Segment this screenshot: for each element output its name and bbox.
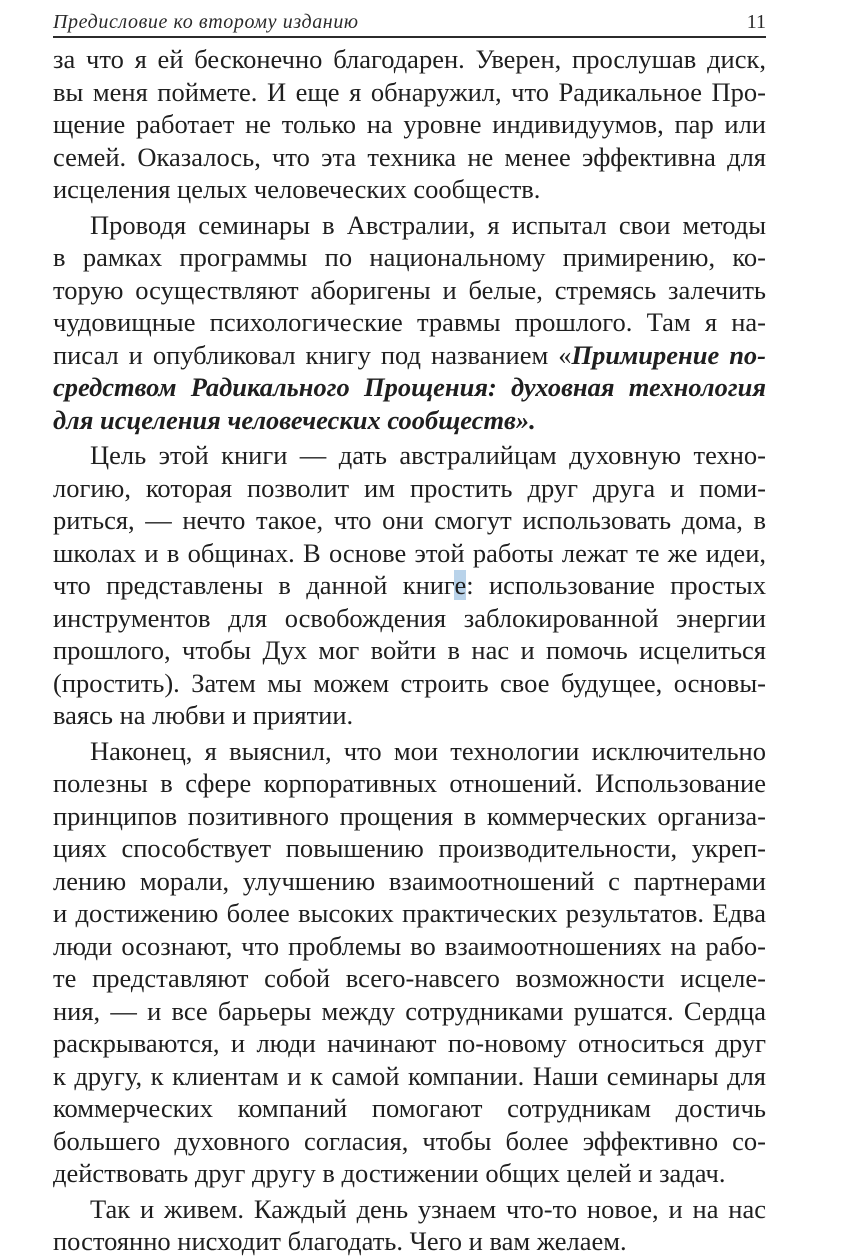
text-line: (простить). Затем мы можем строить свое будущее, основы- (53, 667, 766, 698)
text-line (53, 371, 766, 404)
text-line: исцеления целых человеческих сообществ. (53, 174, 541, 204)
text-line: риться, — нечто такое, что они смогут использовать дома, в (53, 505, 766, 535)
running-header (53, 4, 766, 34)
quote-close: ». (515, 404, 536, 435)
paragraph-3 (53, 439, 766, 732)
text-line: действовать друг другу в достижении общих целей и задач. (53, 1158, 726, 1188)
text-line: инструментов для освобождения заблокированной энергии (53, 602, 766, 633)
text-line (53, 569, 766, 602)
paragraph-2 (53, 209, 766, 437)
text-line: люди осознают, что проблемы во взаимоотношениях на рабо- (53, 930, 766, 961)
text-line: вы меня поймете. И еще я обнаружил, что Радикальное Про- (53, 76, 766, 107)
text-line: семей. Оказалось, что эта техника не менее эффективна для (53, 141, 766, 172)
text-line: коммерческих компаний помогают сотрудникам достичь (53, 1093, 766, 1123)
text-run: что представлены в данной книг (53, 570, 455, 600)
header-rule (53, 36, 766, 38)
text-line (53, 339, 766, 372)
text-body (53, 43, 766, 1258)
text-line (53, 404, 766, 437)
text-line: щение работает не только на уровне индивидуумов, пар или (53, 109, 766, 139)
text-line: ваясь на любви и приятии. (53, 700, 354, 730)
book-title: для исцеления человеческих сообществ (53, 404, 516, 435)
book-title: средством Радикального Прощения: духовная технология (53, 372, 766, 402)
text-run: писал и опубликовал книгу под названием « (53, 339, 572, 370)
text-line: полезны в сфере корпоративных отношений. Использование (53, 768, 766, 798)
paragraph-1 (53, 43, 766, 206)
text-line: раскрываются, и люди начинают по-новому относиться друг (53, 1028, 766, 1058)
text-line: прошлого, чтобы Дух мог войти в нас и помочь исцелиться (53, 635, 766, 665)
text-line: циях способствует повышению производительности, укреп- (53, 833, 766, 863)
text-line: Цель этой книги — дать австралийцам духовную техно- (90, 440, 766, 470)
text-line: ния, — и все барьеры между сотрудниками рушатся. Сердца (53, 995, 766, 1026)
text-line: Наконец, я выяснил, что мои технологии исключительно (90, 735, 766, 766)
text-run: : использование простых (466, 570, 766, 600)
text-cursor-highlight[interactable]: е (454, 570, 467, 600)
running-title: Предисловие ко второму изданию (53, 11, 359, 33)
text-line: логию, которая позволит им простить друг друга и поми- (53, 472, 766, 503)
text-line: те представляют собой всего-навсего возможности исцеле- (53, 963, 766, 993)
text-line: принципов позитивного прощения в коммерческих организа- (53, 800, 766, 831)
text-line: торую осуществляют аборигены и белые, стремясь залечить (53, 274, 766, 305)
text-line: постоянно нисходит благодать. Чего и вам желаем. (53, 1226, 627, 1256)
text-line: за что я ей бесконечно благодарен. Уверен, прослушав диск, (53, 44, 766, 74)
text-line: и достижению более высоких практических результатов. Едва (53, 898, 766, 928)
text-line: большего духовного согласия, чтобы более эффективно со- (53, 1125, 766, 1156)
text-line: лению морали, улучшению взаимоотношений с партнерами (53, 865, 766, 896)
text-line: в рамках программы по национальному примирению, ко- (53, 242, 766, 272)
book-title: Примирение по- (571, 339, 767, 370)
text-line: к другу, к клиентам и к самой компании. Наши семинары для (53, 1060, 766, 1091)
paragraph-4 (53, 735, 766, 1190)
text-line: Так и живем. Каждый день узнаем что-то новое, и на нас (90, 1193, 766, 1224)
text-line: чудовищные психологические травмы прошлого. Там я на- (53, 307, 766, 337)
page-number: 11 (746, 11, 766, 33)
text-line: школах и в общинах. В основе этой работы лежат те же идеи, (53, 537, 766, 568)
text-line: Проводя семинары в Австралии, я испытал свои методы (90, 209, 766, 240)
